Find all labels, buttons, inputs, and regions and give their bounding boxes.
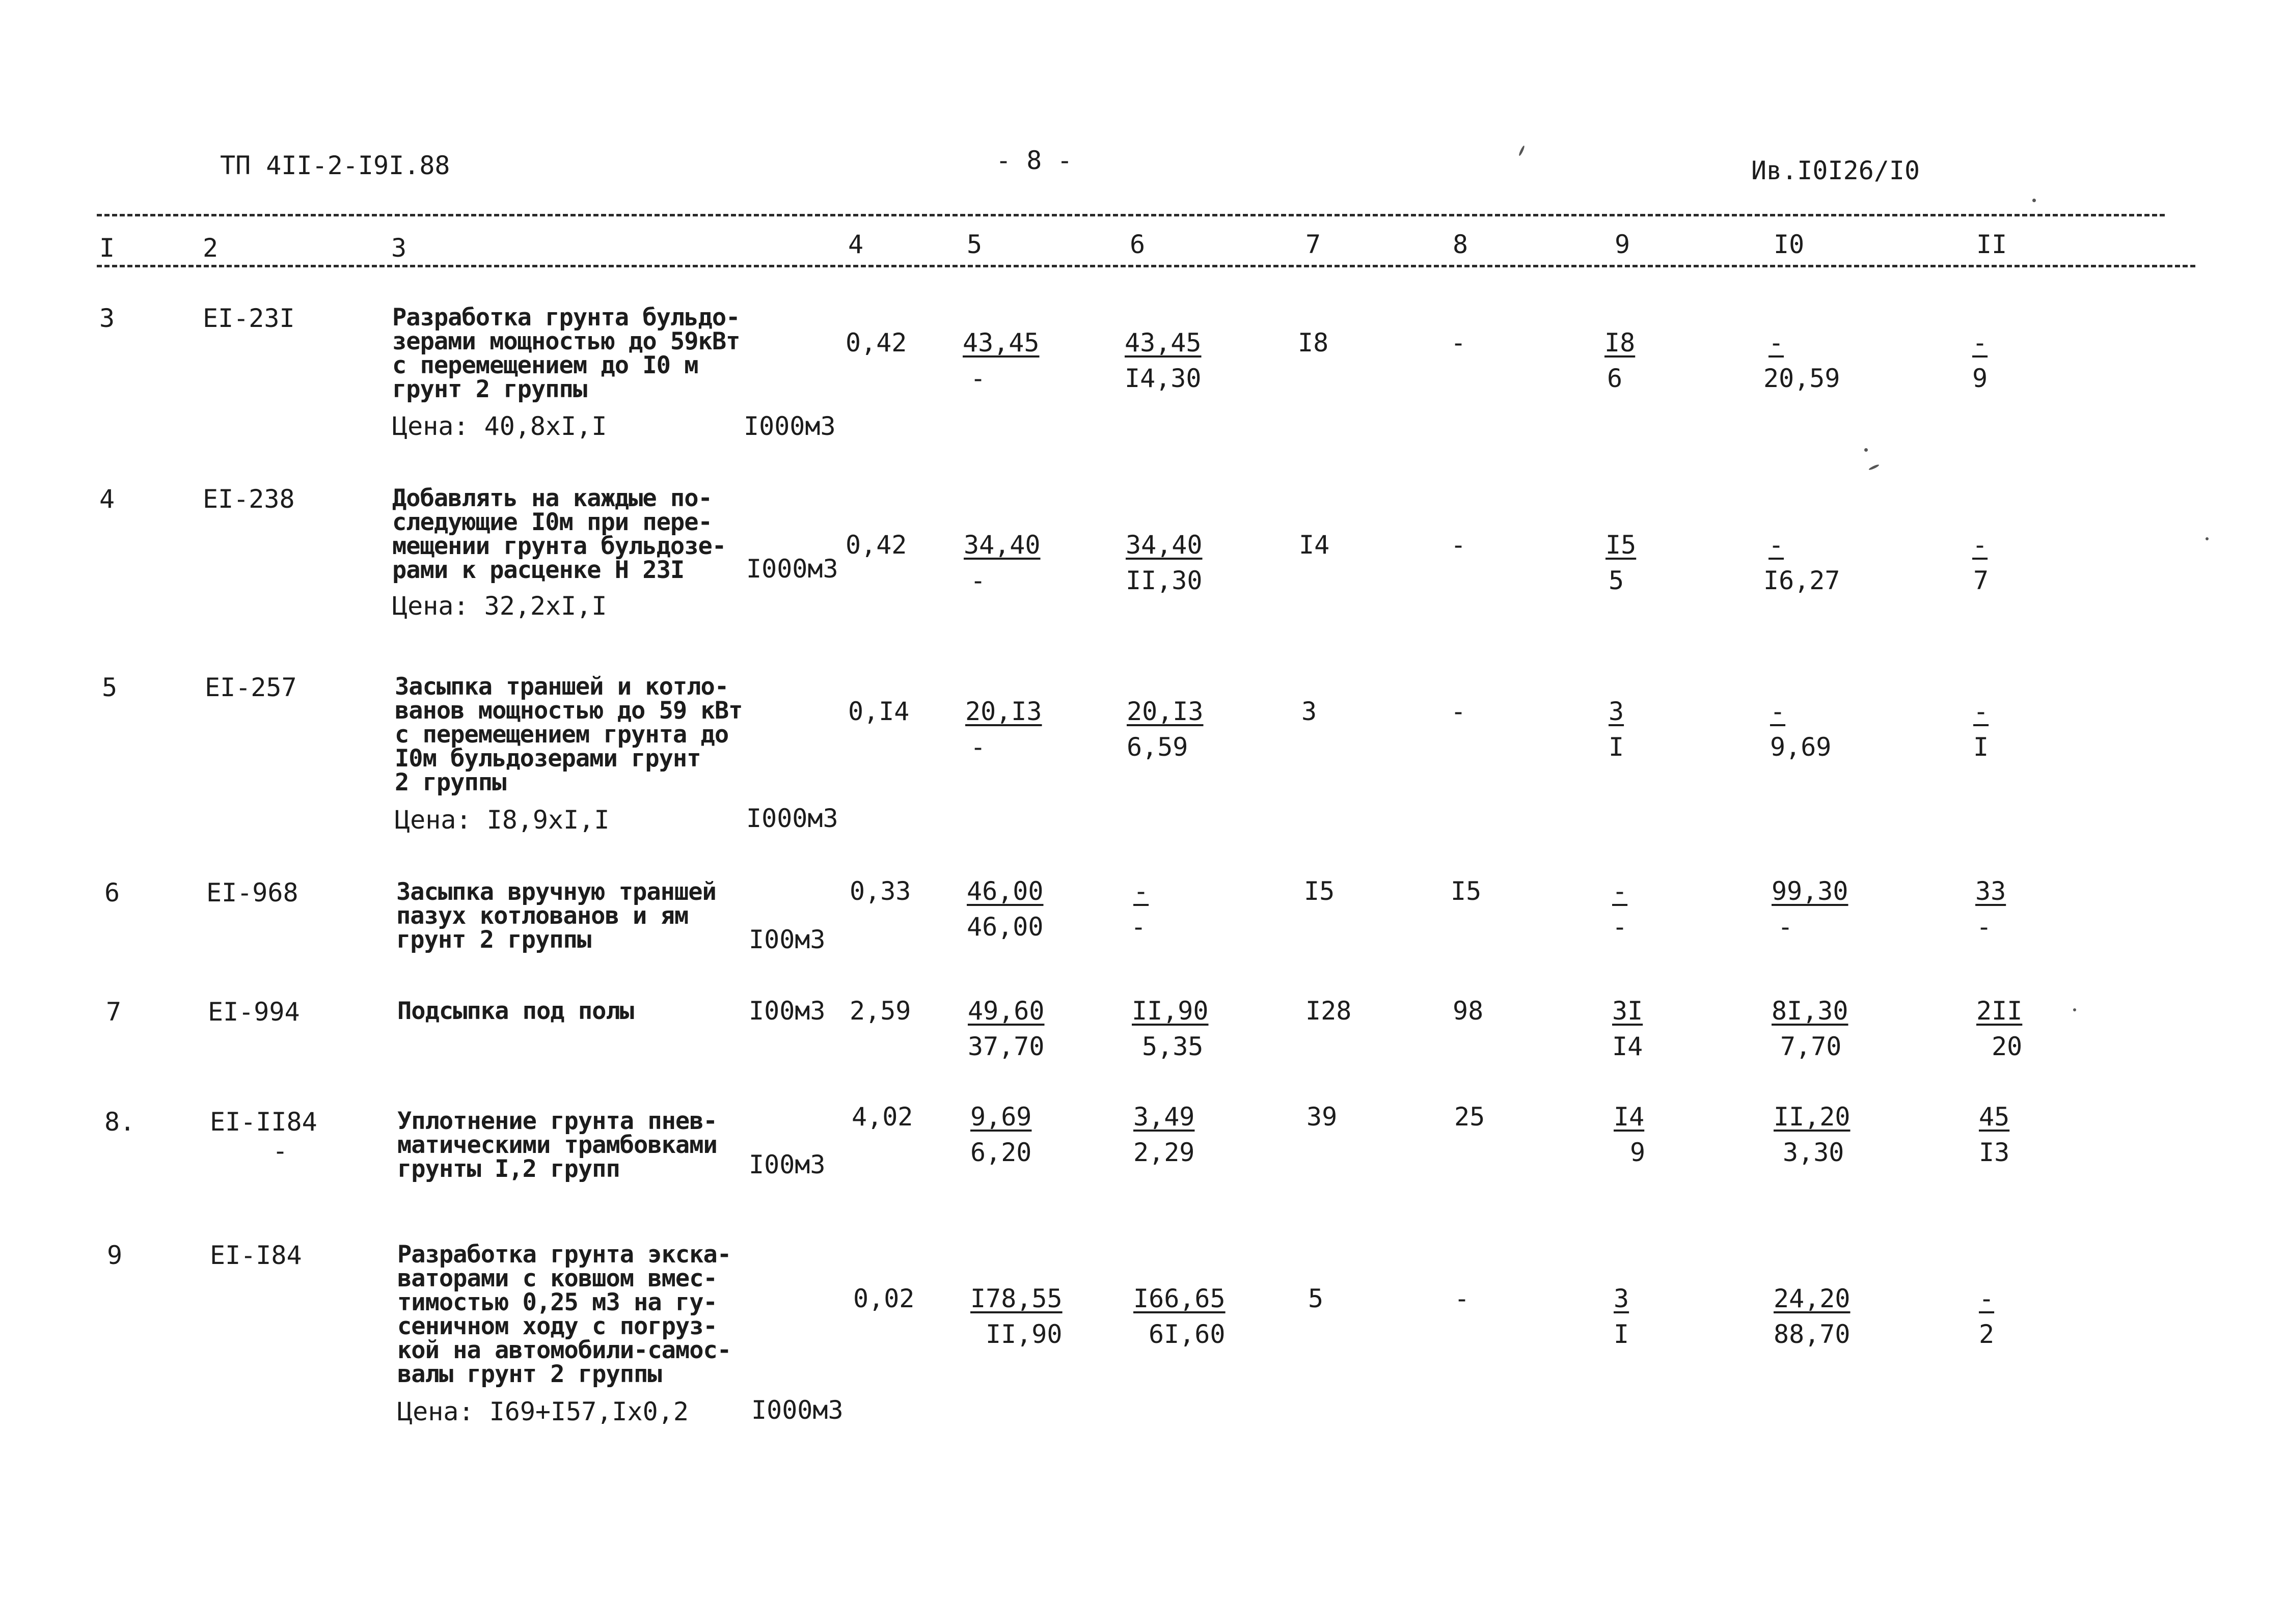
work-description: Разработка грунта бульдо- зерами мощностью до 59кВт с перемещением до I0 м грунт 2 группы <box>392 304 740 403</box>
col10-bottom: 7,70 <box>1780 1032 1842 1061</box>
col11-bottom: 9 <box>1972 364 1988 393</box>
col6-top: 43,45 <box>1125 328 1202 357</box>
col10-top: II,20 <box>1774 1102 1850 1132</box>
col11-top: - <box>1979 1284 1995 1313</box>
row-number: 3 <box>99 304 115 333</box>
document-code: ТП 4II-2-I9I.88 <box>220 151 450 180</box>
column-header: I0 <box>1774 230 1805 259</box>
col5-bottom: 46,00 <box>967 912 1044 942</box>
col7: I28 <box>1305 996 1352 1026</box>
work-description: Засыпка траншей и котло- ванов мощностью до 59 кВт с перемещением грунта до I0м бульдозерами грунт 2 группы <box>395 673 743 796</box>
unit: I000м3 <box>751 1395 843 1425</box>
scan-speck <box>2073 1008 2076 1011</box>
col8: 25 <box>1454 1102 1485 1132</box>
quantity: 0,42 <box>846 328 907 357</box>
column-header: 3 <box>391 233 407 263</box>
unit: I000м3 <box>744 411 836 441</box>
unit: I000м3 <box>746 804 838 833</box>
col9-bottom: I4 <box>1612 1032 1643 1061</box>
col9-top: 3 <box>1609 697 1624 726</box>
col5-bottom: 37,70 <box>968 1032 1045 1061</box>
col5-top: 46,00 <box>967 876 1044 906</box>
col10-bottom: 20,59 <box>1763 364 1840 393</box>
col5-top: 9,69 <box>970 1102 1032 1132</box>
column-header: 9 <box>1615 230 1630 259</box>
column-header: 5 <box>967 230 983 259</box>
row-number: 6 <box>104 878 120 907</box>
unit: I00м3 <box>749 1150 826 1179</box>
col10-top: - <box>1768 530 1784 560</box>
rate-code: EI-238 <box>203 484 295 514</box>
scan-speck <box>2032 199 2036 202</box>
col8: - <box>1451 328 1466 357</box>
col7: 5 <box>1308 1284 1324 1313</box>
col9-bottom: 9 <box>1630 1138 1646 1167</box>
col10-top: 99,30 <box>1772 876 1848 906</box>
column-header: 7 <box>1305 230 1321 259</box>
col8: I5 <box>1451 876 1482 906</box>
col9-top: I4 <box>1614 1102 1645 1132</box>
col7: I5 <box>1304 876 1335 906</box>
col11-bottom: 20 <box>1992 1032 2023 1061</box>
quantity: 0,33 <box>850 876 911 906</box>
col6-top: 20,I3 <box>1127 697 1204 726</box>
scan-speck <box>2206 537 2209 540</box>
col6-top: - <box>1133 876 1149 906</box>
col11-bottom: 7 <box>1973 566 1989 595</box>
col11-top: - <box>1973 697 1989 726</box>
col5-bottom: - <box>970 364 986 393</box>
col8: - <box>1451 530 1466 560</box>
col5-bottom: 6,20 <box>970 1138 1032 1167</box>
row-number: 7 <box>106 997 122 1027</box>
quantity: 4,02 <box>852 1102 913 1132</box>
col11-bottom: I <box>1973 732 1989 762</box>
rate-code-sub: - <box>273 1136 288 1166</box>
col7: I8 <box>1298 328 1329 357</box>
price-formula: Цена: 32,2хI,I <box>392 591 607 621</box>
price-formula: Цена: I69+I57,Iх0,2 <box>397 1397 689 1426</box>
rate-code: EI-257 <box>205 673 297 702</box>
header-bottom-rule <box>97 265 2195 267</box>
col8: 98 <box>1453 996 1484 1026</box>
col9-bottom: 6 <box>1607 364 1623 393</box>
col9-bottom: - <box>1612 912 1628 942</box>
unit: I000м3 <box>746 554 838 584</box>
scan-speck <box>1518 145 1526 156</box>
col9-top: 3 <box>1614 1284 1629 1313</box>
quantity: 0,02 <box>853 1284 915 1313</box>
col9-top: - <box>1612 876 1628 906</box>
price-formula: Цена: 40,8хI,I <box>392 411 607 441</box>
col11-bottom: I3 <box>1979 1138 2010 1167</box>
rate-code: EI-23I <box>203 304 295 333</box>
col11-bottom: - <box>1976 912 1992 942</box>
col10-top: - <box>1770 697 1786 726</box>
column-header: 6 <box>1130 230 1146 259</box>
col6-bottom: - <box>1131 912 1147 942</box>
col5-bottom: - <box>970 566 986 595</box>
col10-bottom: 3,30 <box>1783 1138 1844 1167</box>
header-top-rule <box>97 214 2165 216</box>
scan-speck <box>1868 464 1880 471</box>
rate-code: EI-968 <box>206 878 298 907</box>
work-description: Засыпка вручную траншей пазух котлованов и ям грунт 2 группы <box>396 878 716 954</box>
col6-bottom: 5,35 <box>1142 1032 1204 1061</box>
col5-top: 43,45 <box>963 328 1040 357</box>
col5-bottom: II,90 <box>986 1319 1063 1349</box>
col9-top: I8 <box>1604 328 1636 357</box>
col5-top: I78,55 <box>970 1284 1063 1313</box>
work-description: Разработка грунта экска- ваторами с ковшом вмес- тимостью 0,25 м3 на гу- сеничном ходу с погруз- кой на автомобили-самос- валы грунт 2 группы <box>397 1241 731 1388</box>
col5-top: 20,I3 <box>965 697 1042 726</box>
row-number: 4 <box>99 484 115 514</box>
col6-bottom: 2,29 <box>1133 1138 1195 1167</box>
col5-top: 34,40 <box>964 530 1041 560</box>
col6-top: 3,49 <box>1133 1102 1195 1132</box>
col11-top: 2II <box>1976 996 2023 1026</box>
col10-top: - <box>1768 328 1784 357</box>
work-description: Добавлять на каждые по- следующие I0м при пере- мещении грунта бульдозе- рами к расценке Н 23I <box>392 484 726 584</box>
quantity: 0,42 <box>846 530 907 560</box>
col6-top: II,90 <box>1132 996 1209 1026</box>
col9-top: 3I <box>1612 996 1643 1026</box>
col6-bottom: II,30 <box>1126 566 1203 595</box>
col8: - <box>1454 1284 1470 1313</box>
col11-top: - <box>1972 328 1988 357</box>
col11-bottom: 2 <box>1979 1319 1995 1349</box>
col10-bottom: - <box>1778 912 1793 942</box>
col10-bottom: 9,69 <box>1770 732 1832 762</box>
row-number: 8. <box>104 1107 135 1137</box>
col9-bottom: I <box>1614 1319 1629 1349</box>
work-description: Подсыпка под полы <box>397 997 634 1025</box>
col6-bottom: 6,59 <box>1127 732 1188 762</box>
row-number: 9 <box>107 1241 123 1270</box>
col9-bottom: I <box>1609 732 1624 762</box>
page-number: - 8 - <box>996 146 1073 175</box>
column-header: I <box>99 233 115 263</box>
rate-code: EI-II84 <box>210 1107 317 1137</box>
column-header: 4 <box>848 230 864 259</box>
col6-top: 34,40 <box>1126 530 1203 560</box>
unit: I00м3 <box>749 925 826 954</box>
col10-top: 24,20 <box>1774 1284 1850 1313</box>
col11-top: 45 <box>1979 1102 2010 1132</box>
col5-top: 49,60 <box>968 996 1045 1026</box>
column-header: 8 <box>1453 230 1468 259</box>
col9-bottom: 5 <box>1609 566 1624 595</box>
col7: I4 <box>1299 530 1330 560</box>
rate-code: EI-994 <box>208 997 300 1027</box>
unit: I00м3 <box>749 996 826 1026</box>
scan-speck <box>1864 448 1868 452</box>
quantity: 2,59 <box>850 996 911 1026</box>
col11-top: 33 <box>1975 876 2006 906</box>
col10-bottom: 88,70 <box>1774 1319 1850 1349</box>
price-formula: Цена: I8,9хI,I <box>395 805 610 835</box>
col8: - <box>1451 697 1466 726</box>
col10-top: 8I,30 <box>1772 996 1848 1026</box>
rate-code: EI-I84 <box>210 1241 302 1270</box>
quantity: 0,I4 <box>848 697 910 726</box>
col10-bottom: I6,27 <box>1763 566 1840 595</box>
col6-bottom: 6I,60 <box>1149 1319 1226 1349</box>
column-header: 2 <box>203 233 219 263</box>
col6-top: I66,65 <box>1133 1284 1226 1313</box>
col11-top: - <box>1972 530 1988 560</box>
row-number: 5 <box>102 673 118 702</box>
col7: 39 <box>1307 1102 1338 1132</box>
inventory-number: Ив.I0I26/I0 <box>1751 156 1920 185</box>
col9-top: I5 <box>1605 530 1637 560</box>
col6-bottom: I4,30 <box>1125 364 1202 393</box>
col5-bottom: - <box>970 732 986 762</box>
column-header: II <box>1976 230 2007 259</box>
work-description: Уплотнение грунта пнев- матическими трамбовками грунты I,2 групп <box>397 1107 717 1183</box>
col7: 3 <box>1301 697 1317 726</box>
